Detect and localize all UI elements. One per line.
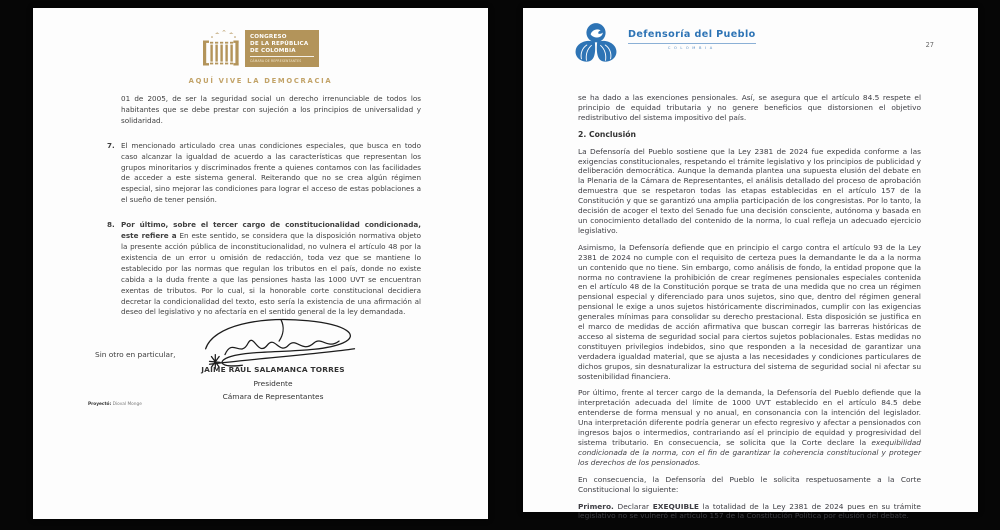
congress-org-line: CONGRESO	[250, 34, 287, 41]
paragraph-request-intro: En consecuencia, la Defensoría del Pueblo le solicita respetuosamente a la Corte Constitucional lo siguiente:	[578, 474, 921, 494]
footer-note-label: Proyectó:	[88, 402, 112, 407]
paragraph-segment: Por último, frente al tercer cargo de la demanda, la Defensoría del Pueblo defiende que la interpretación adecuada del límite de 1000 UVT establecido en el artículo 84.5 debe entenderse de forma mensual y no anual, en consonancia con la intención del legislador. Una interpretación diferente podría generar un efecto regresivo y afectar a pensionados con ingresos bajos o intermedios, contrariando así el principio de equidad y progresividad del sistema tributario. En consecuencia, se solicita que la Corte declare la	[578, 388, 921, 447]
numbered-item-7	[107, 140, 421, 206]
request-text: Declarar	[613, 501, 653, 511]
paragraph-third-charge	[578, 388, 921, 467]
paragraph-article93: Asimismo, la Defensoría defiende que en principio el cargo contra el artículo 93 de la Ley 2381 de 2024 no cumple con el requisito de certeza pues la demandante le da a la norma un contenido que no tiene. Sin embargo, como análisis de fondo, la entidad propone que la norma no contraviene la prohibición de crear regímenes pensionales especiales contenida en el artículo 48 de la Constitución porque se trata de una medida que no crea un régimen pensional especial y diferenciado para unos sujetos, sino que, dentro del régimen general pensional le exige a unos sujetos históricamente discriminados, cumplir con las exigencias generales mínimas para consolidar su derecho prestacional. Esta disposición se justifica en el marco de medidas de acción afirmativa que buscan corregir las barreras históricas de acceso al sistema de seguridad social para ciertos sujetos poblacionales. Estas medidas no constituyen privilegios indebidos, sino que responden a la necesidad de garantizar una verdadera igualdad material, que se ajusta a las necesidades y condiciones particulares de dichos grupos, sin desnaturalizar la estructura del sistema de seguridad social ni afectar su sostenibilidad financiera.	[578, 242, 921, 381]
paragraph-top: se ha dado a las exenciones pensionales. Así, se asegura que el artículo 84.5 respete el principio de equidad tributaria y no genere beneficios que distorsionen el objetivo redistributivo del sistema impositivo del país.	[578, 93, 921, 122]
paragraph-expedition: La Defensoría del Pueblo sostiene que la Ley 2381 de 2024 fue expedida conforme a las exigencias constitucionales, respetando el trámite legislativo y los principios de publicidad y deliberación democrática. Aunque la demanda plantea una supuesta elusión del debate en la Plenaria de la Cámara de Representantes, el análisis detallado del proceso de aprobación demuestra que se respetaron todas las etapas establecidas en el artículo 157 de la Constitución y que se garantizó una amplia participación de los congresistas. Por lo tanto, la decisión de acoger el texto del Senado fue una decisión consciente, autónoma y basada en un conocimiento detallado del contenido de la norma, lo cual refleja un adecuado ejercicio legislativo.	[578, 146, 921, 235]
congress-logo-textbox	[245, 30, 319, 67]
paragraph-first-request	[578, 502, 921, 522]
closing-salutation: Sin otro en particular,	[95, 350, 176, 359]
item-text-bold: Por último, sobre el tercer cargo de constitucionalidad condicionada, este refiere a	[121, 220, 421, 241]
item-text: En este sentido, se considera que la disposición normativa objeto la presente acción pública de inconstitucionalidad, no vulnera el artículo 48 por la existencia de un error u omisión de redacción, toda vez que se mantiene lo establecido por las normas que regulan los tributos en el país, donde no existe cabida a la duda frente a que las pensiones hasta las 1000 UVT se encuentran exentas de tributos. Por lo cual, si la honorable corte constitucional decidiera decretar la condicionalidad del texto, esto sería la existencia de una afirmación al deseo del legislativo y no afectaría en el sentido general de la ley demandada.	[121, 231, 421, 317]
congress-org-line: DE LA REPÚBLICA	[250, 40, 309, 47]
item-number: 7.	[107, 140, 115, 150]
request-keyword: EXEQUIBLE	[652, 501, 699, 511]
defensoria-title: Defensoría del Pueblo	[628, 29, 756, 44]
congress-tagline: AQUÍ VIVE LA DEMOCRACIA	[188, 77, 333, 85]
document-page-left	[33, 8, 488, 519]
item-number: 8.	[107, 220, 115, 230]
page-number: 27	[925, 41, 934, 49]
congress-org-line: DE COLOMBIA	[250, 47, 296, 54]
signature-block	[93, 365, 453, 401]
concept-body	[578, 93, 921, 521]
footer-note	[88, 402, 142, 407]
paragraph-segment-italic: exequibilidad condicionada de la norma, con el fin de garantizar la coherencia constitucional y proteger los derechos de los pensionados.	[578, 438, 921, 467]
signer-title: Presidente	[253, 378, 293, 388]
dove-hands-icon	[573, 21, 619, 70]
defensoria-wordmark	[628, 29, 756, 50]
document-page-right	[523, 8, 978, 521]
defensoria-country-label: COLOMBIA	[667, 46, 716, 50]
defensoria-header	[573, 21, 978, 70]
numbered-item-8	[107, 220, 421, 318]
intro-paragraph: 01 de 2005, de ser la seguridad social un derecho irrenunciable de todos los habitantes que se debe prestar con sujeción a los principios de universalidad y solidaridad.	[121, 94, 421, 125]
request-text: la totalidad de la Ley 2381 de 2024 pues en su trámite legislativo no se vulneró el artículo 157 de la Constitución Política por elusión del debate.	[578, 501, 921, 521]
congress-logo-divider	[250, 56, 314, 57]
footer-note-value: Dioval Monge	[111, 402, 142, 407]
conclusion-heading: 2. Conclusión	[578, 129, 636, 139]
request-ordinal: Primero.	[578, 501, 614, 511]
congress-chamber-label: CÁMARA DE REPRESENTANTES	[250, 58, 302, 63]
signer-name: JAIME RAUL SALAMANCA TORRES	[201, 365, 345, 374]
signer-organization: Cámara de Representantes	[222, 392, 324, 401]
letter-body	[107, 94, 421, 318]
item-text: El mencionado articulado crea unas condiciones especiales, que busca en todo caso alcanzar la igualdad de acuerdo a las características que representan los grupos minoritarios y discriminados frente a quienes contamos con las facilidades de acceder a este sistema general. Reiterando que no se crea algún régimen especial, sino mejorar las condiciones para lograr el acceso de estas poblaciones a el sueño de tener pensión.	[121, 140, 421, 205]
congress-building-icon	[202, 30, 242, 67]
congress-logo	[33, 30, 488, 67]
